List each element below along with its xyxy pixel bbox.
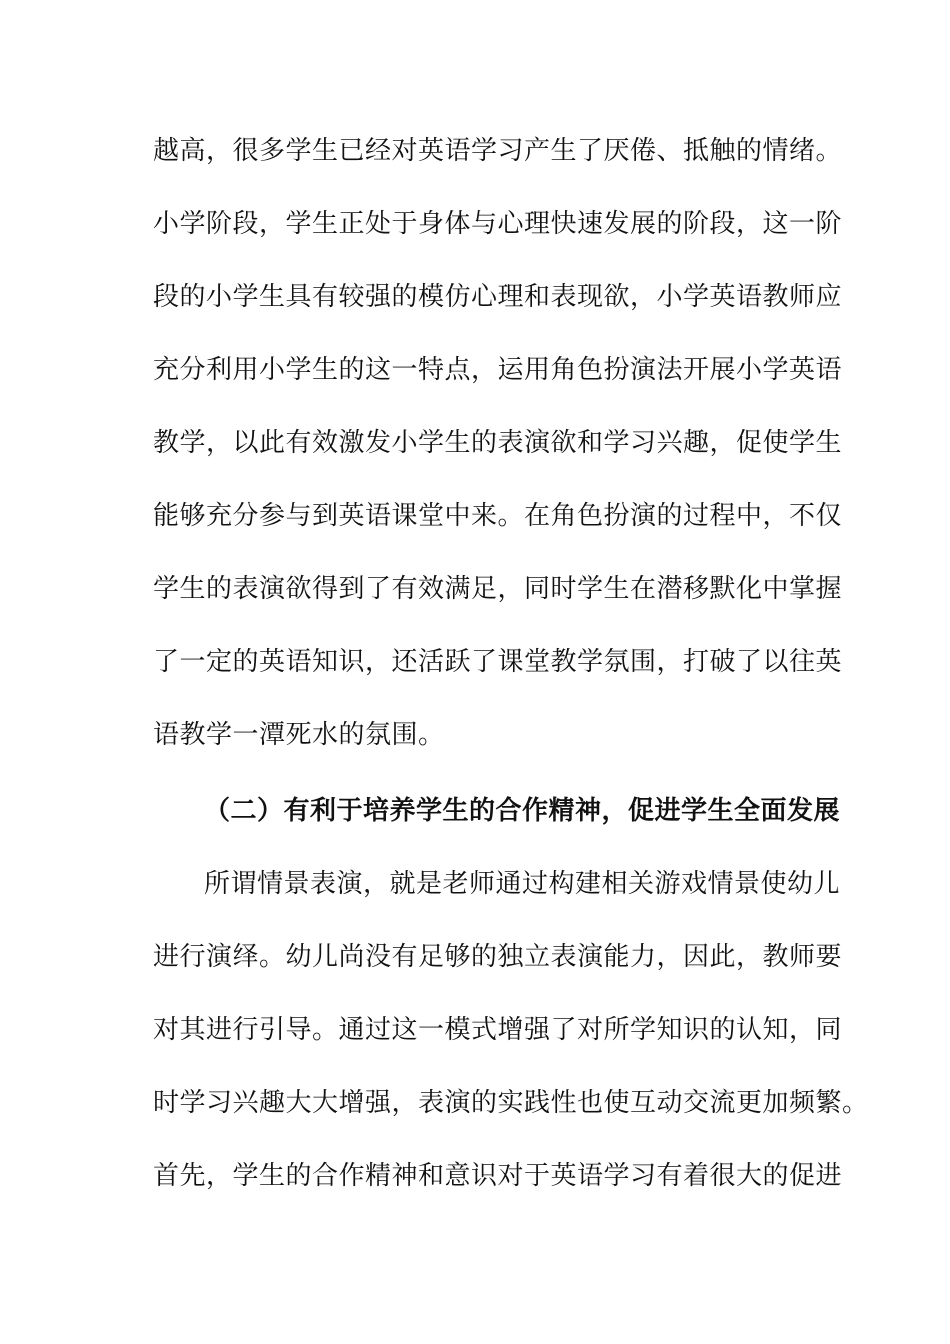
body-line: 学生的表演欲得到了有效满足，同时学生在潜移默化中掌握 [153,574,843,604]
body-line: 所谓情景表演，就是老师通过构建相关游戏情景使幼儿 [204,869,841,899]
body-line: 小学阶段，学生正处于身体与心理快速发展的阶段，这一阶 [153,209,843,239]
body-line: 充分利用小学生的这一特点，运用角色扮演法开展小学英语 [153,355,843,385]
body-line: 首先，学生的合作精神和意识对于英语学习有着很大的促进 [153,1161,843,1191]
body-line: 能够充分参与到英语课堂中来。在角色扮演的过程中，不仅 [153,501,843,531]
section-heading: （二）有利于培养学生的合作精神，促进学生全面发展 [204,796,841,826]
body-line: 进行演绎。幼儿尚没有足够的独立表演能力，因此，教师要 [153,942,843,972]
body-line: 教学，以此有效激发小学生的表演欲和学习兴趣，促使学生 [153,428,843,458]
body-line: 语教学一潭死水的氛围。 [153,720,445,750]
body-line: 段的小学生具有较强的模仿心理和表现欲，小学英语教师应 [153,282,843,312]
body-line: 了一定的英语知识，还活跃了课堂教学氛围，打破了以往英 [153,647,843,677]
body-line: 时学习兴趣大大增强，表演的实践性也使互动交流更加频繁。 [153,1088,869,1118]
body-line: 越高，很多学生已经对英语学习产生了厌倦、抵触的情绪。 [153,136,843,166]
body-line: 对其进行引导。通过这一模式增强了对所学知识的认知，同 [153,1015,843,1045]
